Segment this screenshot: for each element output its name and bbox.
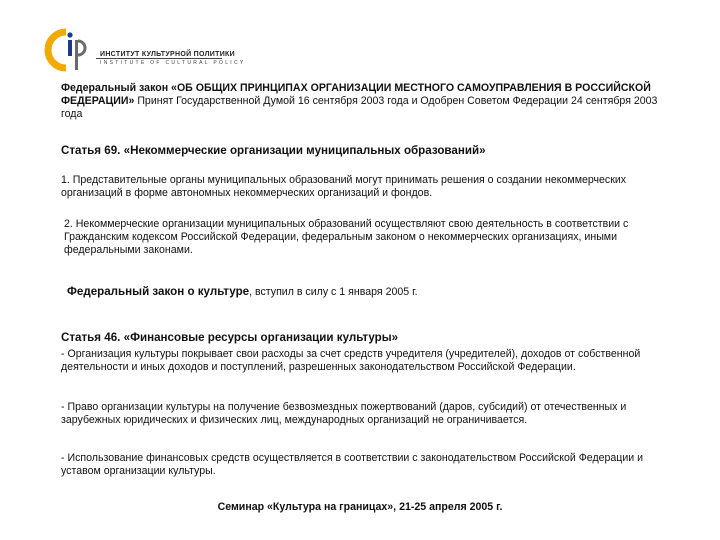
article46-heading: Статья 46. «Финансовые ресурсы организации культуры» xyxy=(61,331,399,344)
law1-title: Федеральный закон «ОБ ОБЩИХ ПРИНЦИПАХ ОРГАНИЗАЦИИ МЕСТНОГО САМОУПРАВЛЕНИЯ В РОССИЙСКОЙ ФЕДЕРАЦИИ» xyxy=(61,82,651,107)
article69-p2-block xyxy=(64,218,670,257)
law1-note: Принят Государственной Думой 16 сентября 2003 года и Одобрен Советом Федерации 24 сентября 2003 года xyxy=(61,95,658,120)
article46-p3-block xyxy=(61,452,671,478)
logo-divider xyxy=(96,58,222,59)
article46-paragraph-2: - Право организации культуры на получение безвозмездных пожертвований (даров, субсидий) от отечественных и зарубежных юридических и физических лиц, международных организаций не ограничивается. xyxy=(61,401,627,426)
law1-block xyxy=(61,82,671,121)
article69-paragraph-1: 1. Представительные органы муниципальных образований могут принимать решения о создании некоммерческих организаций в форме автономных некоммерческих организаций и фондов. xyxy=(61,174,627,199)
article69-p1-block xyxy=(61,174,671,200)
article69-paragraph-2: 2. Некоммерческие организации муниципальных образований осуществляют свою деятельность в соответствии с Гражданским кодексом Российской Федерации, федеральным законом о некоммерческих организациях, иными федеральными законами. xyxy=(64,218,629,256)
article46-paragraph-1: - Организация культуры покрывает свои расходы за счет средств учредителя (учредителей), доходов от собственной деятельности и иных доходов и поступлений, разрешенных законодательством Российской Федерации. xyxy=(61,348,641,373)
article46-paragraph-3: - Использование финансовых средств осуществляется в соответствии с законодательством Российской Федерации и уставом организации культуры. xyxy=(61,452,644,477)
law1-paragraph xyxy=(61,82,671,121)
logo-cip-icon xyxy=(44,28,100,72)
article69-heading: Статья 69. «Некоммерческие организации муниципальных образований» xyxy=(61,144,486,157)
law2-note: , вступил в силу с 1 января 2005 г. xyxy=(249,286,418,298)
article46-p1-block xyxy=(61,348,671,374)
article46-p2-block xyxy=(61,401,671,427)
logo-text: ИНСТИТУТ КУЛЬТУРНОЙ ПОЛИТИКИ xyxy=(100,51,235,58)
logo-subtext: INSTITUTE OF CULTURAL POLICY xyxy=(100,60,246,66)
article46-heading-block xyxy=(61,331,671,345)
institute-logo xyxy=(44,28,244,72)
law2-title: Федеральный закон о культуре xyxy=(67,285,250,298)
seminar-footer: Семинар «Культура на границах», 21-25 апреля 2005 г. xyxy=(217,501,503,513)
law2-paragraph xyxy=(67,285,677,299)
article69-heading-block xyxy=(61,144,671,158)
law2-block xyxy=(67,285,677,299)
